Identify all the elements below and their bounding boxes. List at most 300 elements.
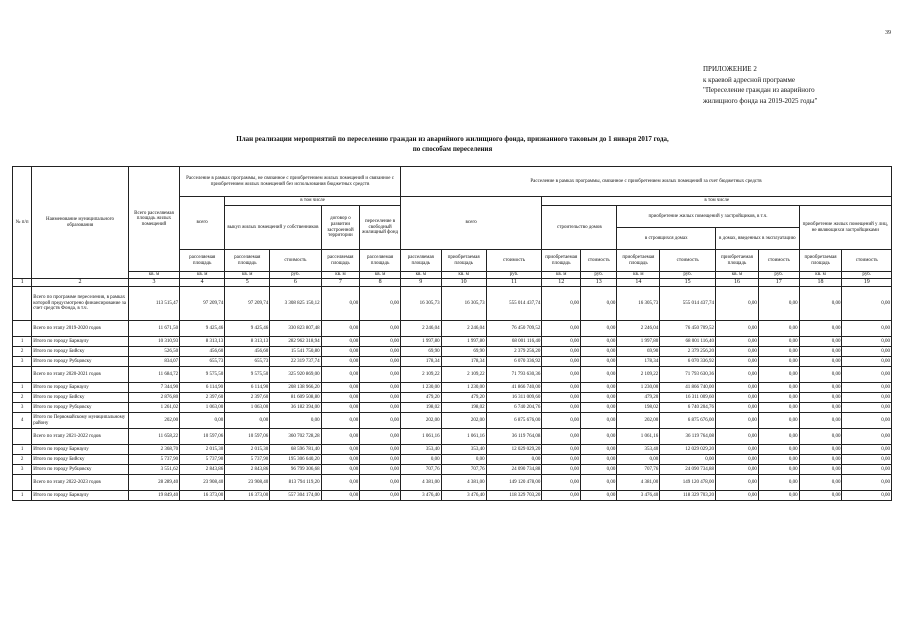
value-cell: 0,00 bbox=[580, 491, 616, 501]
value-cell: 0,00 bbox=[321, 287, 360, 321]
municipality-name: Итого по городу Бийску bbox=[32, 455, 128, 465]
header-sub: стоимость bbox=[660, 250, 716, 272]
value-cell: 202,00 bbox=[400, 413, 441, 429]
column-number: 14 bbox=[617, 279, 660, 287]
value-cell: 360 702 728,28 bbox=[270, 429, 321, 445]
value-cell: 3 308 825 150,12 bbox=[270, 287, 321, 321]
value-cell: 0,00 bbox=[270, 413, 321, 429]
value-cell: 0,00 bbox=[580, 357, 616, 367]
value-cell: 76 450 709,52 bbox=[660, 321, 716, 337]
header-vsego-b: всего bbox=[400, 197, 541, 250]
row-number: 2 bbox=[13, 347, 32, 357]
value-cell: 1 063,00 bbox=[225, 403, 270, 413]
unit-cell: кв. м bbox=[716, 272, 759, 279]
value-cell: 0,00 bbox=[580, 403, 616, 413]
value-cell: 353,40 bbox=[617, 445, 660, 455]
value-cell: 0,00 bbox=[799, 445, 842, 455]
value-cell: 813 794 119,20 bbox=[270, 475, 321, 491]
header-sub: стоимость bbox=[758, 250, 799, 272]
value-cell: 325 920 869,00 bbox=[270, 367, 321, 383]
value-cell: 2 843,86 bbox=[180, 465, 225, 475]
value-cell: 0,00 bbox=[542, 429, 581, 445]
value-cell: 2 876,80 bbox=[128, 393, 179, 403]
value-cell: 707,76 bbox=[441, 465, 486, 475]
value-cell: 71 793 630,36 bbox=[660, 367, 716, 383]
value-cell: 4 381,00 bbox=[441, 475, 486, 491]
unit-cell: руб. bbox=[486, 272, 542, 279]
value-cell: 0,00 bbox=[580, 393, 616, 403]
header-under-construction: в строящихся домах bbox=[617, 228, 716, 250]
value-cell: 0,00 bbox=[542, 475, 581, 491]
column-number: 12 bbox=[542, 279, 581, 287]
value-cell: 0,00 bbox=[360, 413, 401, 429]
value-cell: 456,60 bbox=[225, 347, 270, 357]
value-cell: 0,00 bbox=[799, 465, 842, 475]
value-cell: 282 962 318,94 bbox=[270, 337, 321, 347]
value-cell: 0,00 bbox=[758, 383, 799, 393]
column-number: 15 bbox=[660, 279, 716, 287]
value-cell: 16 305,73 bbox=[400, 287, 441, 321]
value-cell: 36 119 764,08 bbox=[486, 429, 542, 445]
value-cell: 202,00 bbox=[128, 413, 179, 429]
column-number: 9 bbox=[400, 279, 441, 287]
municipality-name: Итого по городу Барнаулу bbox=[32, 337, 128, 347]
value-cell: 202,00 bbox=[617, 413, 660, 429]
column-number: 19 bbox=[842, 279, 892, 287]
header-sub: расселяемая площадь bbox=[225, 250, 270, 272]
value-cell: 0,00 bbox=[360, 347, 401, 357]
value-cell: 0,00 bbox=[542, 393, 581, 403]
header-sub: стоимость bbox=[270, 250, 321, 272]
value-cell: 149 120 478,00 bbox=[660, 475, 716, 491]
municipality-name: Всего по этапу 2020-2021 годов bbox=[32, 367, 128, 383]
header-group-b: Расселение в рамках программы, связанное с приобретением жилых помещений за счет бюджетных средств bbox=[400, 167, 891, 197]
value-cell: 15 541 750,80 bbox=[270, 347, 321, 357]
value-cell: 2 843,86 bbox=[225, 465, 270, 475]
value-cell: 0,00 bbox=[542, 445, 581, 455]
header-sub: расселяемая площадь bbox=[321, 250, 360, 272]
value-cell: 19 849,40 bbox=[128, 491, 179, 501]
header-sub: приобретаемая площадь bbox=[542, 250, 581, 272]
value-cell: 6 070 336,92 bbox=[486, 357, 542, 367]
value-cell: 555 014 437,74 bbox=[660, 287, 716, 321]
unit-cell: кв. м bbox=[321, 272, 360, 279]
value-cell: 9 425,46 bbox=[225, 321, 270, 337]
row-number bbox=[13, 475, 32, 491]
value-cell: 0,00 bbox=[360, 367, 401, 383]
value-cell: 0,00 bbox=[360, 393, 401, 403]
value-cell: 69,90 bbox=[400, 347, 441, 357]
value-cell: 22 319 737,74 bbox=[270, 357, 321, 367]
value-cell: 195 306 640,20 bbox=[270, 455, 321, 465]
value-cell: 0,00 bbox=[758, 321, 799, 337]
value-cell: 0,00 bbox=[842, 321, 892, 337]
header-dogovor: договор о развитии застроенной территории bbox=[321, 206, 360, 250]
value-cell: 0,00 bbox=[580, 287, 616, 321]
value-cell: 0,00 bbox=[321, 393, 360, 403]
header-num: № п/п bbox=[13, 167, 32, 279]
value-cell: 0,00 bbox=[360, 429, 401, 445]
value-cell: 0,00 bbox=[799, 347, 842, 357]
value-cell: 0,00 bbox=[180, 413, 225, 429]
appendix-line: "Переселение граждан из аварийного bbox=[703, 86, 815, 94]
appendix-line: ПРИЛОЖЕНИЕ 2 bbox=[703, 65, 757, 73]
value-cell: 0,00 bbox=[321, 383, 360, 393]
value-cell: 71 793 630,36 bbox=[486, 367, 542, 383]
value-cell: 0,00 bbox=[225, 413, 270, 429]
value-cell: 0,00 bbox=[799, 357, 842, 367]
header-in-that-b: в том числе bbox=[542, 197, 892, 206]
value-cell: 68 001 116,40 bbox=[660, 337, 716, 347]
unit-cell: кв. м bbox=[617, 272, 660, 279]
unit-cell: руб. bbox=[660, 272, 716, 279]
value-cell: 41 866 740,00 bbox=[486, 383, 542, 393]
value-cell: 16 373,00 bbox=[225, 491, 270, 501]
value-cell: 24 090 734,88 bbox=[486, 465, 542, 475]
municipality-name: Итого по Первомайскому муниципальному району bbox=[32, 413, 128, 429]
value-cell: 0,00 bbox=[799, 475, 842, 491]
value-cell: 0,00 bbox=[321, 429, 360, 445]
value-cell: 0,00 bbox=[716, 455, 759, 465]
header-built-houses: в домах, введенных в эксплуатацию bbox=[716, 228, 800, 250]
value-cell: 0,00 bbox=[542, 337, 581, 347]
value-cell: 0,00 bbox=[799, 393, 842, 403]
column-number: 2 bbox=[32, 279, 128, 287]
value-cell: 0,00 bbox=[716, 383, 759, 393]
column-number: 6 bbox=[270, 279, 321, 287]
value-cell: 0,00 bbox=[758, 403, 799, 413]
value-cell: 2 379 256,20 bbox=[486, 347, 542, 357]
value-cell: 2 397,60 bbox=[180, 393, 225, 403]
value-cell: 1 997,80 bbox=[617, 337, 660, 347]
value-cell: 2 246,04 bbox=[400, 321, 441, 337]
value-cell: 36 182 394,00 bbox=[270, 403, 321, 413]
municipality-name: Итого по городу Рубцовску bbox=[32, 465, 128, 475]
row-number: 1 bbox=[13, 445, 32, 455]
value-cell: 479,20 bbox=[617, 393, 660, 403]
unit-cell: руб. bbox=[758, 272, 799, 279]
value-cell: 10 597,06 bbox=[225, 429, 270, 445]
value-cell: 0,00 bbox=[321, 465, 360, 475]
value-cell: 11 671,50 bbox=[128, 321, 179, 337]
column-number: 17 bbox=[758, 279, 799, 287]
value-cell: 198,02 bbox=[441, 403, 486, 413]
value-cell: 555 014 437,74 bbox=[486, 287, 542, 321]
municipality-name: Всего по этапу 2019-2020 годов bbox=[32, 321, 128, 337]
value-cell: 0,00 bbox=[716, 321, 759, 337]
value-cell: 0,00 bbox=[758, 357, 799, 367]
value-cell: 2 379 256,20 bbox=[660, 347, 716, 357]
value-cell: 9 575,50 bbox=[180, 367, 225, 383]
value-cell: 0,00 bbox=[716, 287, 759, 321]
value-cell: 655,73 bbox=[180, 357, 225, 367]
table-row bbox=[13, 393, 892, 403]
value-cell: 0,00 bbox=[842, 367, 892, 383]
value-cell: 0,00 bbox=[758, 475, 799, 491]
value-cell: 0,00 bbox=[580, 465, 616, 475]
row-number bbox=[13, 367, 32, 383]
value-cell: 113 515,47 bbox=[128, 287, 179, 321]
value-cell: 0,00 bbox=[542, 347, 581, 357]
value-cell: 208 138 966,20 bbox=[270, 383, 321, 393]
value-cell: 3 476,40 bbox=[441, 491, 486, 501]
value-cell: 707,76 bbox=[617, 465, 660, 475]
value-cell: 5 737,90 bbox=[225, 455, 270, 465]
value-cell: 16 311 009,60 bbox=[486, 393, 542, 403]
value-cell: 0,00 bbox=[842, 465, 892, 475]
value-cell: 0,00 bbox=[542, 455, 581, 465]
value-cell: 0,00 bbox=[799, 383, 842, 393]
value-cell: 0,00 bbox=[660, 455, 716, 465]
column-number: 4 bbox=[180, 279, 225, 287]
value-cell: 12 029 029,20 bbox=[660, 445, 716, 455]
value-cell: 11 684,72 bbox=[128, 367, 179, 383]
value-cell: 4 381,00 bbox=[400, 475, 441, 491]
value-cell: 0,00 bbox=[799, 455, 842, 465]
value-cell: 353,40 bbox=[400, 445, 441, 455]
value-cell: 0,00 bbox=[716, 367, 759, 383]
unit-cell: кв. м bbox=[360, 272, 401, 279]
value-cell: 0,00 bbox=[486, 455, 542, 465]
value-cell: 0,00 bbox=[758, 367, 799, 383]
row-number: 2 bbox=[13, 393, 32, 403]
unit-cell: кв. м bbox=[128, 272, 179, 279]
header-sub: приобретаемая площадь bbox=[799, 250, 842, 272]
municipality-name: Итого по городу Барнаулу bbox=[32, 383, 128, 393]
value-cell: 0,00 bbox=[360, 403, 401, 413]
value-cell: 0,00 bbox=[842, 393, 892, 403]
value-cell: 0,00 bbox=[799, 491, 842, 501]
value-cell: 0,00 bbox=[321, 337, 360, 347]
header-vsego-a: всего bbox=[180, 197, 225, 250]
value-cell: 0,00 bbox=[716, 403, 759, 413]
value-cell: 0,00 bbox=[580, 321, 616, 337]
value-cell: 0,00 bbox=[842, 287, 892, 321]
value-cell: 0,00 bbox=[542, 287, 581, 321]
value-cell: 1 230,00 bbox=[441, 383, 486, 393]
value-cell: 0,00 bbox=[580, 455, 616, 465]
value-cell: 1 230,00 bbox=[400, 383, 441, 393]
column-number: 7 bbox=[321, 279, 360, 287]
unit-cell: кв. м bbox=[400, 272, 441, 279]
value-cell: 0,00 bbox=[321, 357, 360, 367]
value-cell: 23 908,40 bbox=[225, 475, 270, 491]
value-cell: 118 329 703,20 bbox=[660, 491, 716, 501]
table-row bbox=[13, 367, 892, 383]
appendix-line: к краевой адресной программе bbox=[703, 75, 796, 84]
value-cell: 10 597,06 bbox=[180, 429, 225, 445]
table-row bbox=[13, 429, 892, 445]
unit-cell: кв. м bbox=[180, 272, 225, 279]
column-number: 13 bbox=[580, 279, 616, 287]
value-cell: 16 305,73 bbox=[617, 287, 660, 321]
title-line: План реализации мероприятий по переселению граждан из аварийного жилищного фонда, признанного таковым до 1 января 2017 года, bbox=[236, 135, 669, 143]
municipality-name: Всего по программе переселения, в рамках которой предусмотрено финансирование за счет средств Фонда, в т.ч. bbox=[32, 287, 128, 321]
municipality-name: Итого по городу Барнаулу bbox=[32, 491, 128, 501]
value-cell: 0,00 bbox=[799, 429, 842, 445]
value-cell: 16 373,00 bbox=[180, 491, 225, 501]
value-cell: 479,20 bbox=[441, 393, 486, 403]
value-cell: 178,34 bbox=[441, 357, 486, 367]
value-cell: 76 450 709,52 bbox=[486, 321, 542, 337]
value-cell: 0,00 bbox=[799, 337, 842, 347]
value-cell: 0,00 bbox=[842, 455, 892, 465]
value-cell: 2 246,04 bbox=[441, 321, 486, 337]
value-cell: 557 304 174,00 bbox=[270, 491, 321, 501]
value-cell: 0,00 bbox=[716, 465, 759, 475]
value-cell: 0,00 bbox=[542, 413, 581, 429]
value-cell: 0,00 bbox=[799, 367, 842, 383]
value-cell: 36 119 764,08 bbox=[660, 429, 716, 445]
value-cell: 0,00 bbox=[758, 445, 799, 455]
value-cell: 3 551,62 bbox=[128, 465, 179, 475]
value-cell: 0,00 bbox=[799, 403, 842, 413]
column-number: 3 bbox=[128, 279, 179, 287]
value-cell: 0,00 bbox=[360, 357, 401, 367]
value-cell: 0,00 bbox=[716, 393, 759, 403]
value-cell: 0,00 bbox=[580, 337, 616, 347]
value-cell: 11 658,22 bbox=[128, 429, 179, 445]
value-cell: 0,00 bbox=[580, 429, 616, 445]
value-cell: 198,02 bbox=[400, 403, 441, 413]
column-number: 18 bbox=[799, 279, 842, 287]
value-cell: 0,00 bbox=[758, 287, 799, 321]
value-cell: 0,00 bbox=[360, 287, 401, 321]
row-number: 3 bbox=[13, 465, 32, 475]
value-cell: 0,00 bbox=[842, 413, 892, 429]
value-cell: 6 875 676,00 bbox=[486, 413, 542, 429]
value-cell: 6 114,90 bbox=[225, 383, 270, 393]
value-cell: 0,00 bbox=[617, 455, 660, 465]
value-cell: 0,00 bbox=[441, 455, 486, 465]
table-row bbox=[13, 445, 892, 455]
value-cell: 2 246,04 bbox=[617, 321, 660, 337]
unit-cell: руб. bbox=[842, 272, 892, 279]
value-cell: 3 476,40 bbox=[617, 491, 660, 501]
value-cell: 0,00 bbox=[758, 393, 799, 403]
value-cell: 97 209,74 bbox=[225, 287, 270, 321]
municipality-name: Итого по городу Бийску bbox=[32, 393, 128, 403]
document-title bbox=[0, 135, 905, 154]
value-cell: 353,40 bbox=[441, 445, 486, 455]
unit-cell: кв. м bbox=[441, 272, 486, 279]
value-cell: 0,00 bbox=[580, 445, 616, 455]
value-cell: 655,73 bbox=[225, 357, 270, 367]
value-cell: 0,00 bbox=[542, 321, 581, 337]
value-cell: 16 311 009,60 bbox=[660, 393, 716, 403]
value-cell: 1 063,00 bbox=[180, 403, 225, 413]
row-number bbox=[13, 429, 32, 445]
value-cell: 2 397,60 bbox=[225, 393, 270, 403]
title-line: по способам переселения bbox=[412, 144, 493, 153]
table-row bbox=[13, 347, 892, 357]
value-cell: 0,00 bbox=[360, 445, 401, 455]
value-cell: 202,00 bbox=[441, 413, 486, 429]
row-number: 1 bbox=[13, 491, 32, 501]
value-cell: 118 329 703,20 bbox=[486, 491, 542, 501]
header-name: Наименование муниципального образования bbox=[32, 167, 128, 279]
header-stroitelstvo: строительство домов bbox=[542, 206, 617, 250]
value-cell: 0,00 bbox=[542, 403, 581, 413]
header-sub: расселяемая площадь bbox=[180, 250, 225, 272]
value-cell: 2 109,22 bbox=[441, 367, 486, 383]
value-cell: 16 305,73 bbox=[441, 287, 486, 321]
municipality-name: Итого по городу Бийску bbox=[32, 347, 128, 357]
value-cell: 0,00 bbox=[758, 337, 799, 347]
value-cell: 0,00 bbox=[580, 413, 616, 429]
value-cell: 1 061,16 bbox=[441, 429, 486, 445]
value-cell: 0,00 bbox=[758, 413, 799, 429]
value-cell: 0,00 bbox=[542, 491, 581, 501]
value-cell: 0,00 bbox=[799, 321, 842, 337]
value-cell: 0,00 bbox=[716, 491, 759, 501]
value-cell: 68 001 116,40 bbox=[486, 337, 542, 347]
value-cell: 0,00 bbox=[758, 429, 799, 445]
unit-cell: кв. м bbox=[542, 272, 581, 279]
table-row bbox=[13, 465, 892, 475]
value-cell: 24 090 734,88 bbox=[660, 465, 716, 475]
value-cell: 1 997,80 bbox=[400, 337, 441, 347]
column-number: 8 bbox=[360, 279, 401, 287]
value-cell: 9 575,50 bbox=[225, 367, 270, 383]
value-cell: 0,00 bbox=[842, 445, 892, 455]
header-vykup: выкуп жилых помещений у собственников bbox=[225, 206, 321, 250]
value-cell: 178,34 bbox=[400, 357, 441, 367]
value-cell: 0,00 bbox=[580, 383, 616, 393]
value-cell: 6 070 336,92 bbox=[660, 357, 716, 367]
value-cell: 0,00 bbox=[360, 383, 401, 393]
value-cell: 0,00 bbox=[716, 445, 759, 455]
appendix-caption bbox=[703, 64, 893, 106]
row-number: 4 bbox=[13, 413, 32, 429]
value-cell: 330 823 807,48 bbox=[270, 321, 321, 337]
value-cell: 2 368,70 bbox=[128, 445, 179, 455]
value-cell: 1 061,16 bbox=[617, 429, 660, 445]
value-cell: 0,00 bbox=[321, 347, 360, 357]
table-row bbox=[13, 357, 892, 367]
row-number: 1 bbox=[13, 337, 32, 347]
unit-cell: руб. bbox=[580, 272, 616, 279]
row-number: 3 bbox=[13, 357, 32, 367]
value-cell: 97 209,74 bbox=[180, 287, 225, 321]
value-cell: 41 866 740,00 bbox=[660, 383, 716, 393]
value-cell: 0,00 bbox=[842, 475, 892, 491]
municipality-name: Итого по городу Рубцовску bbox=[32, 357, 128, 367]
value-cell: 9 425,46 bbox=[180, 321, 225, 337]
value-cell: 0,00 bbox=[360, 465, 401, 475]
value-cell: 81 609 508,80 bbox=[270, 393, 321, 403]
value-cell: 834,07 bbox=[128, 357, 179, 367]
value-cell: 7 344,90 bbox=[128, 383, 179, 393]
municipality-name: Итого по городу Барнаулу bbox=[32, 445, 128, 455]
header-sub: стоимость bbox=[580, 250, 616, 272]
value-cell: 0,00 bbox=[321, 455, 360, 465]
value-cell: 1 230,00 bbox=[617, 383, 660, 393]
value-cell: 0,00 bbox=[716, 357, 759, 367]
value-cell: 0,00 bbox=[321, 413, 360, 429]
value-cell: 6 875 676,00 bbox=[660, 413, 716, 429]
value-cell: 0,00 bbox=[542, 465, 581, 475]
value-cell: 12 029 029,20 bbox=[486, 445, 542, 455]
value-cell: 6 740 204,76 bbox=[660, 403, 716, 413]
value-cell: 5 737,90 bbox=[128, 455, 179, 465]
value-cell: 0,00 bbox=[716, 347, 759, 357]
table-row bbox=[13, 383, 892, 393]
municipality-name: Всего по этапу 2021-2022 годов bbox=[32, 429, 128, 445]
value-cell: 3 476,40 bbox=[400, 491, 441, 501]
value-cell: 0,00 bbox=[758, 455, 799, 465]
value-cell: 0,00 bbox=[360, 337, 401, 347]
